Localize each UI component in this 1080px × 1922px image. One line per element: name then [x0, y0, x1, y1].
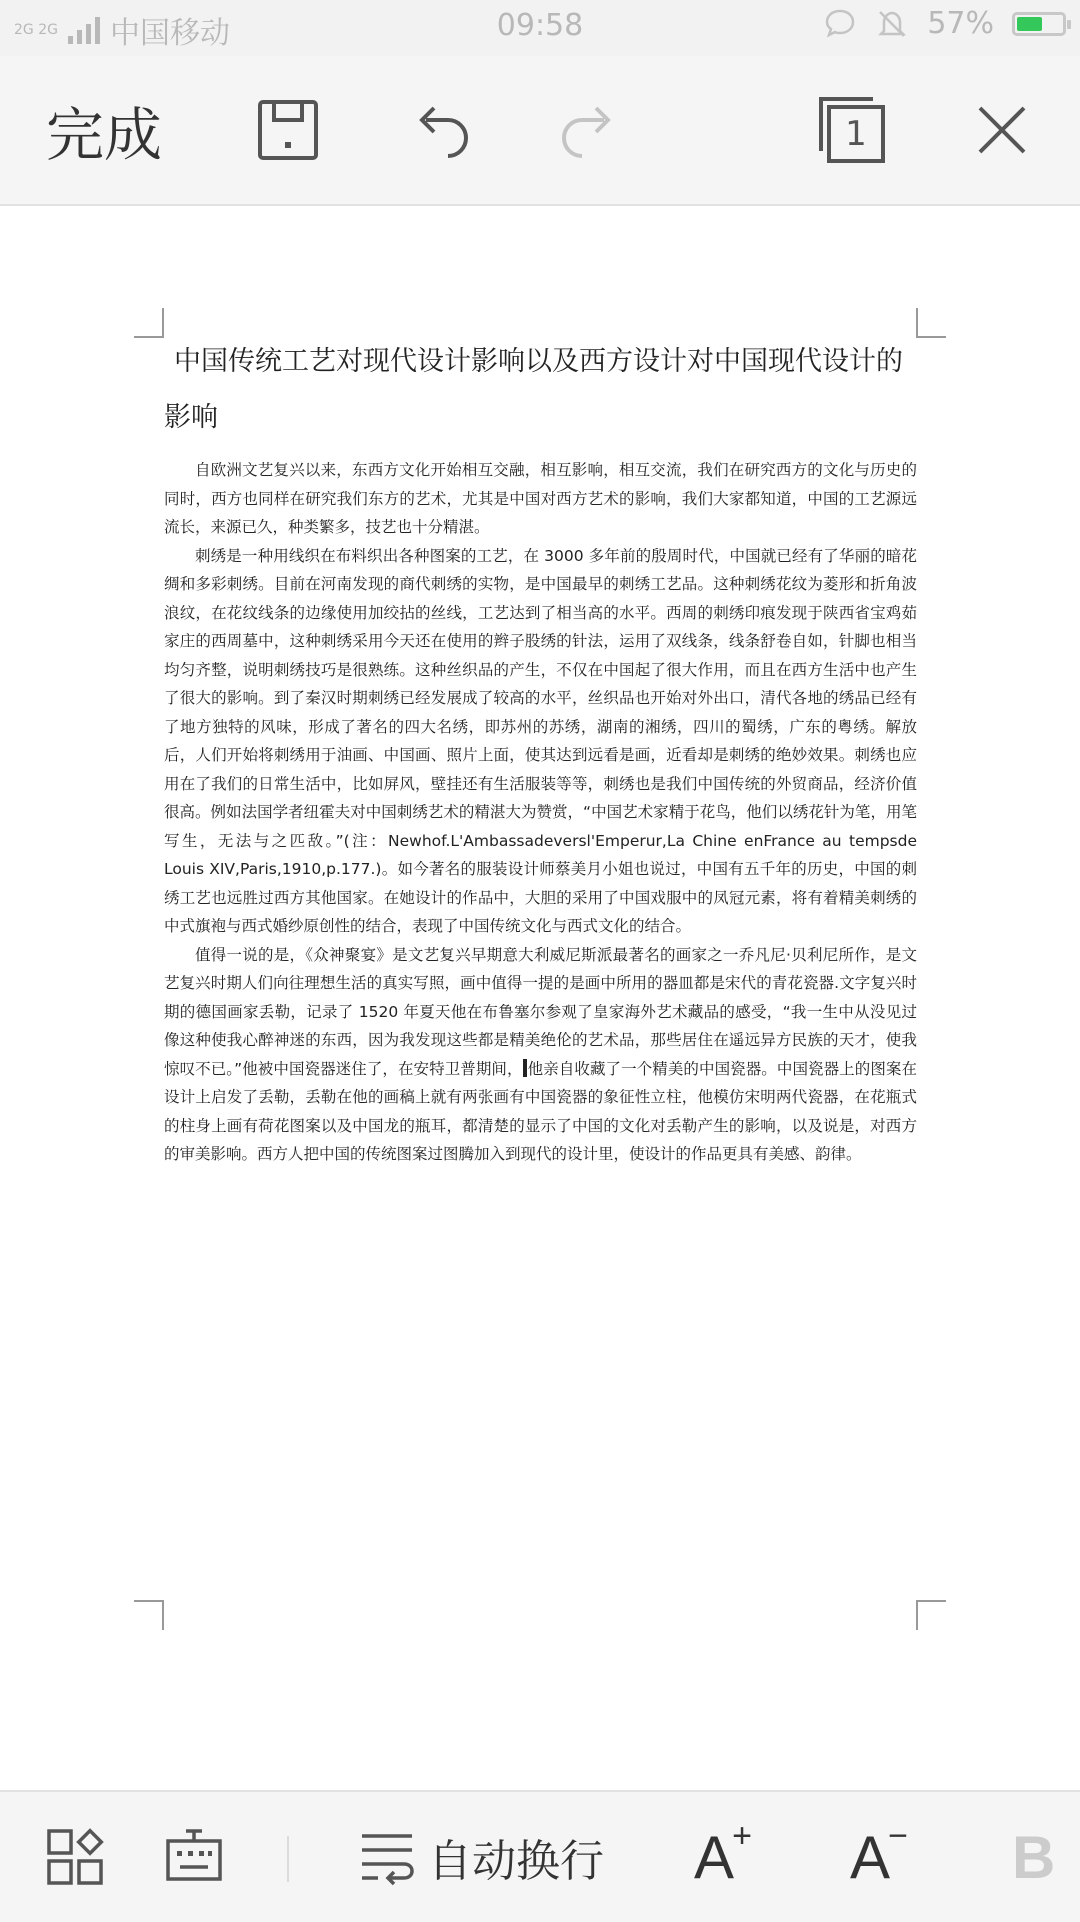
undo-button[interactable] — [402, 80, 478, 180]
font-increase-letter: A — [694, 1823, 735, 1891]
font-increase-icon — [694, 1816, 753, 1892]
page-count-icon — [819, 97, 885, 163]
font-size-decrease-button[interactable] — [850, 1814, 909, 1900]
carrier-name: 中国移动 — [109, 16, 230, 51]
font-decrease-icon — [850, 1816, 909, 1892]
grid-icon — [46, 1828, 104, 1886]
bold-icon: B — [1012, 1823, 1056, 1891]
margin-corner-bottom-left — [134, 1600, 164, 1630]
keyboard-button[interactable] — [164, 1814, 224, 1900]
font-increase-sign: + — [732, 1816, 753, 1855]
mute-bell-icon — [875, 7, 909, 41]
paragraph-2: 刺绣是一种用线织在布料织出各种图案的工艺，在 3000 多年前的殷周时代，中国就已经有了华丽的暗花绸和多彩刺绣。目前在河南发现的商代刺绣的实物，是中国最早的刺绣工艺品。这种刺绣花纹为菱形和折角波浪纹，在花纹线条的边缘使用加绞拈的丝线，工艺达到了相当高的水平。西周的刺绣印痕发现于陕西省宝鸡茹家庄的西周墓中，这种刺绣采用今天还在使用的辫子股绣的针法，运用了双线条，线条舒卷自如，针脚也相当均匀齐整，说明刺绣技巧是很熟练。这种丝织品的产生，不仅在中国起了很大作用，而且在西方生活中也产生了很大的影响。到了秦汉时期刺绣已经发展成了较高的水平，丝织品也开始对外出口，清代各地的绣品已经有了地方独特的风味，形成了著名的四大名绣，即苏州的苏绣，湖南的湘绣，四川的蜀绣，广东的粤绣。解放后，人们开始将刺绣用于油画、中国画、照片上面，使其达到远看是画，近看却是刺绣的绝妙效果。刺绣也应用在了我们的日常生活中，比如屏风，壁挂还有生活服装等等，刺绣也是我们中国传统的外贸商品，经济价值很高。例如法国学者纽霍夫对中国刺绣艺术的精湛大为赞赏，“中国艺术家精于花鸟，他们以绣花针为笔，用笔写生，无法与之匹敌。”(注：Newhof.L'Ambassadeversl'Emperur,La Chine enFrance au tempsde Louis XIV,Paris,1910,p.177.)。如今著名的服装设计师蔡美月小姐也说过，中国有五千年的历史，中国的刺绣工艺也远胜过西方其他国家。在她设计的作品中，大胆的采用了中国戏服中的凤冠元素，将有着精美刺绣的中式旗袍与西式婚纱原创性的结合，表现了中国传统文化与西式文化的结合。 — [164, 546, 917, 935]
auto-wrap-icon — [358, 1828, 416, 1886]
battery-level — [1017, 17, 1042, 31]
apps-button[interactable] — [46, 1814, 104, 1900]
paragraph-3-text-after-cursor: 他亲自收藏了一个精美的中国瓷器。中国瓷器上的图案在设计上启发了丢勒，丢勒在他的画稿上就有两张画有中国瓷器的象征性立柱，他模仿宋明两代瓷器，在花瓶式的柱身上画有荷花图案以及中国龙的瓶耳，都清楚的显示了中国的文化对丢勒产生的影响，以及说是，对西方的审美影响。西方人把中国的传统图案过图腾加入到现代的设计里，使设计的作品更具有美感、韵律。 — [164, 1059, 917, 1163]
paragraph-3 — [164, 941, 917, 1169]
auto-wrap-button[interactable] — [358, 1814, 604, 1900]
paragraph-3-text-before-cursor: 值得一说的是，《众神聚宴》是文艺复兴早期意大利威尼斯派最著名的画家之一乔凡尼·贝利尼所作，是文艺复兴时期人们向往理想生活的真实写照，画中值得一提的是画中所用的器皿都是宋代的青花瓷器.文字复兴时期的德国画家丢勒，记录了 1520 年夏天他在布鲁塞尔参观了皇家海外艺术藏品的感受，“我一生中从没见过像这种使我心醉神迷的东西，因为我发现这些都是精美绝伦的艺术品，那些居住在遥远异方民族的天才，使我惊叹不已。”他被中国瓷器迷住了，在安特卫普期间， — [164, 945, 917, 1078]
paragraph-1: 自欧洲文艺复兴以来，东西方文化开始相互交融，相互影响，相互交流，我们在研究西方的文化与历史的同时，西方也同样在研究我们东方的艺术，尤其是中国对西方艺术的影响，我们大家都知道，中国的工艺源远流长，来源已久，种类繁多，技艺也十分精湛。 — [164, 461, 917, 536]
document-title: 中国传统工艺对现代设计影响以及西方设计对中国现代设计的影响 — [164, 346, 903, 433]
editor-toolbar — [0, 56, 1080, 206]
text-cursor — [523, 1059, 527, 1077]
message-icon — [823, 7, 857, 41]
margin-corner-top-left — [134, 308, 164, 338]
format-toolbar — [0, 1790, 1080, 1922]
bold-button[interactable] — [1012, 1814, 1055, 1900]
auto-wrap-label: 自动换行 — [428, 1836, 604, 1887]
battery-percent: 57% — [927, 6, 994, 41]
done-button[interactable]: 完成 — [46, 101, 163, 169]
keyboard-icon — [164, 1827, 224, 1887]
document-page[interactable] — [0, 206, 1080, 1790]
battery-icon — [1012, 12, 1066, 36]
document-body[interactable] — [164, 334, 917, 1169]
page-count: 1 — [827, 105, 885, 163]
page-count-button[interactable] — [818, 80, 886, 180]
undo-icon — [408, 98, 472, 162]
network-type: 2G 2G — [14, 22, 58, 38]
close-icon — [974, 102, 1030, 158]
margin-corner-top-right — [916, 308, 946, 338]
save-button[interactable] — [250, 80, 326, 180]
toolbar-divider — [287, 1836, 289, 1882]
save-icon — [256, 98, 320, 162]
redo-icon — [558, 98, 622, 162]
margin-corner-bottom-right — [916, 1600, 946, 1630]
font-decrease-letter: A — [850, 1823, 891, 1891]
clock: 09:58 — [496, 8, 584, 43]
font-decrease-sign: − — [888, 1816, 909, 1855]
status-bar — [0, 0, 1080, 56]
font-size-increase-button[interactable] — [694, 1814, 753, 1900]
redo-button[interactable] — [552, 80, 628, 180]
close-button[interactable] — [972, 80, 1032, 180]
